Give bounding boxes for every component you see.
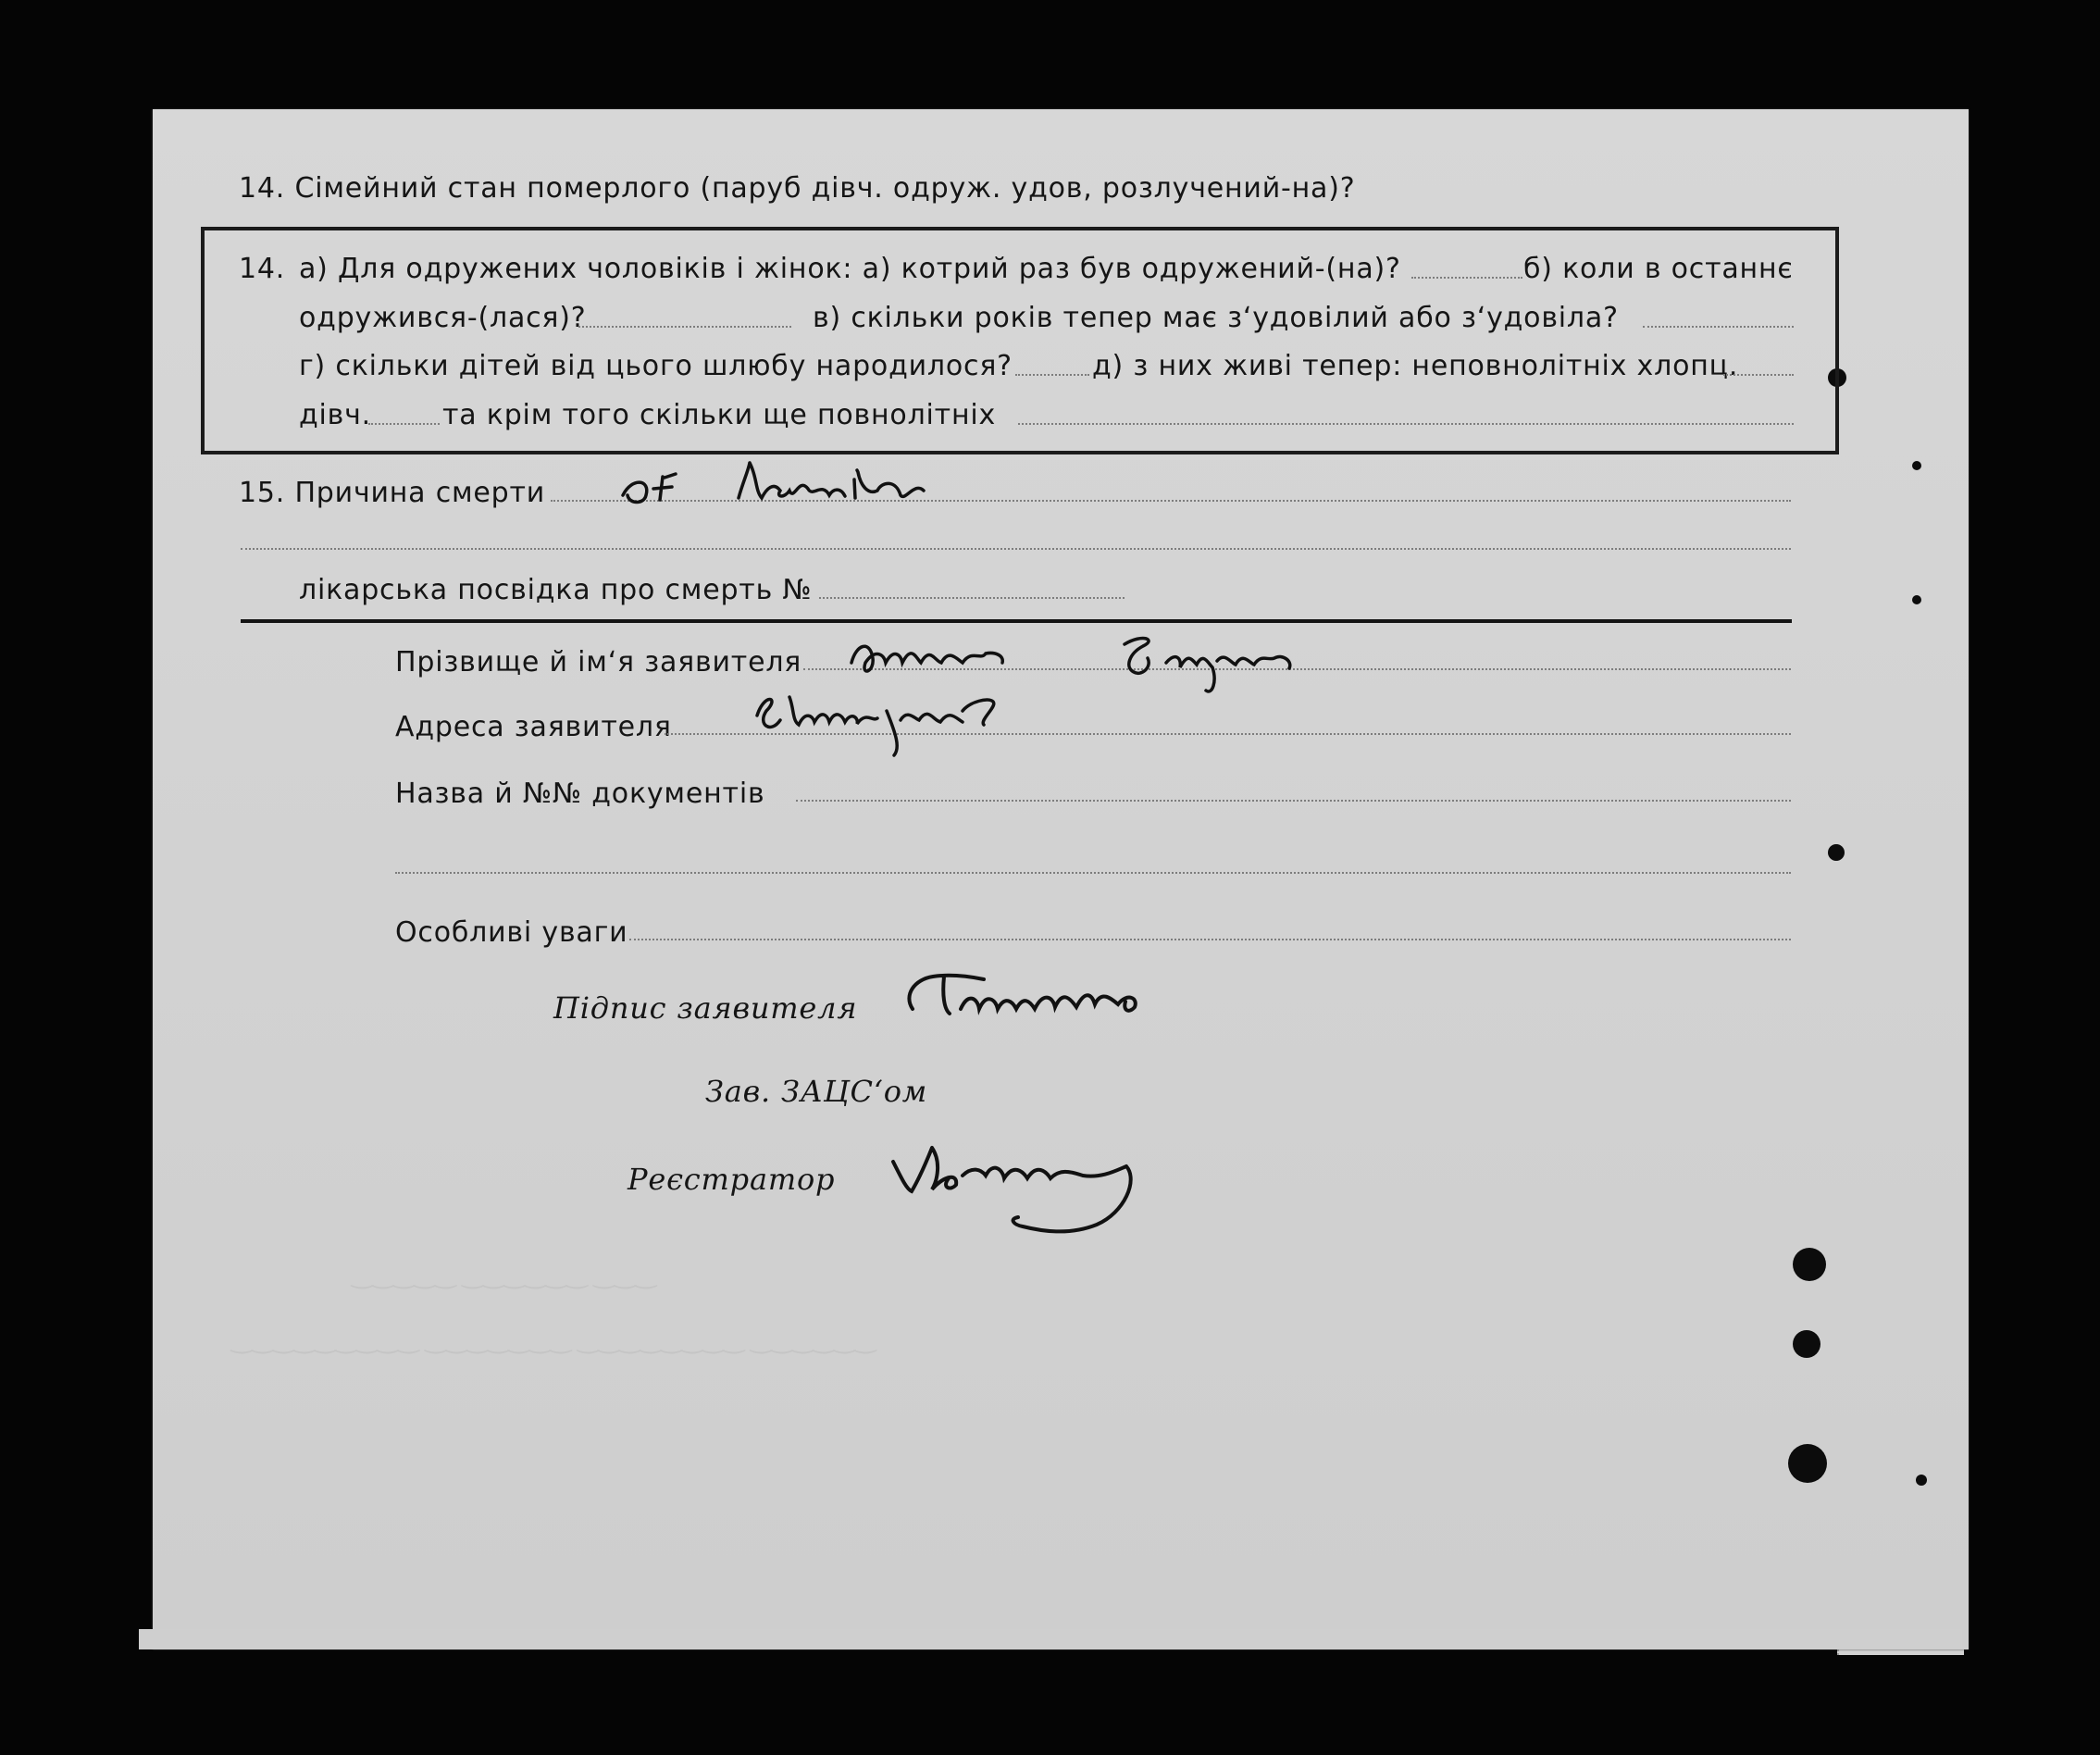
question-14a-line2-a: одружився-(лася)? xyxy=(299,302,587,334)
fill-line xyxy=(796,800,1791,802)
punch-hole xyxy=(1788,1444,1827,1483)
fill-line xyxy=(1411,277,1522,279)
fill-line xyxy=(1018,423,1794,425)
applicant-address-label: Адреса заявителя xyxy=(395,711,672,743)
fill-line xyxy=(629,939,1791,940)
section-divider xyxy=(241,619,1792,623)
question-14a-line4-b: та крім того скільки ще повнолітніх xyxy=(442,399,997,431)
fill-line xyxy=(368,423,440,425)
special-notes-label: Особливі уваги xyxy=(395,916,628,949)
fill-line xyxy=(1643,326,1794,328)
bleed-through-text: ‿‿‿‿‿ ‿‿‿‿‿‿ ‿‿‿ xyxy=(352,1261,657,1289)
question-14a-line2-b: в) скільки років тепер має з‘удовілий або з‘удовіла? xyxy=(813,302,1619,334)
punch-hole xyxy=(1793,1330,1820,1358)
registrar-label: Реєстратор xyxy=(628,1162,836,1197)
punch-hole xyxy=(1793,1248,1826,1281)
punch-hole xyxy=(1828,844,1845,861)
applicant-address-handwriting xyxy=(748,683,1081,765)
bleed-through-text: ‿‿‿‿‿‿‿‿‿ ‿‿‿‿‿‿‿ ‿‿‿‿‿‿‿‿ ‿‿‿‿‿‿ xyxy=(231,1326,876,1354)
applicant-signature-label: Підпис заявителя xyxy=(553,990,858,1026)
fill-line xyxy=(241,548,1791,550)
applicant-signature-handwriting xyxy=(896,963,1238,1040)
question-14a-line1: а) Для одружених чоловіків і жінок: а) котрий раз був одружений-(на)? xyxy=(299,253,1401,285)
punch-hole xyxy=(1912,595,1921,604)
fill-line xyxy=(395,872,1791,874)
applicant-name-label: Прізвище й ім‘я заявителя xyxy=(395,646,802,678)
question-14-marital-status: 14. Сімейний стан померлого (паруб дівч. одруж. удов, розлучений-на)? xyxy=(239,172,1356,205)
fill-line xyxy=(1723,374,1794,376)
fill-line xyxy=(819,597,1125,599)
registrar-signature-handwriting xyxy=(884,1134,1162,1258)
question-14a-line4-a: дівч. xyxy=(299,399,372,431)
head-of-registry-label: Зав. ЗАЦС‘ом xyxy=(705,1074,928,1109)
punch-hole xyxy=(1916,1475,1927,1486)
question-14a-line3-a: г) скільки дітей від цього шлюбу народилося? xyxy=(299,350,1013,382)
paper-bottom-strip xyxy=(139,1629,1962,1649)
question-15-cause-of-death: 15. Причина смерти xyxy=(239,477,546,509)
cause-of-death-handwriting xyxy=(618,454,970,522)
question-14a-number: 14. xyxy=(239,253,286,285)
documents-label: Назва й №№ документів xyxy=(395,778,765,810)
question-14a-line3-b: д) з них живі тепер: неповнолітніх хлопц. xyxy=(1092,350,1739,382)
question-14a-line1-b: б) коли в останнє xyxy=(1523,253,1794,285)
fill-line xyxy=(1015,374,1089,376)
medical-certificate-label: лікарська посвідка про смерть № xyxy=(299,574,813,606)
punch-hole xyxy=(1912,461,1921,470)
fill-line xyxy=(578,326,791,328)
